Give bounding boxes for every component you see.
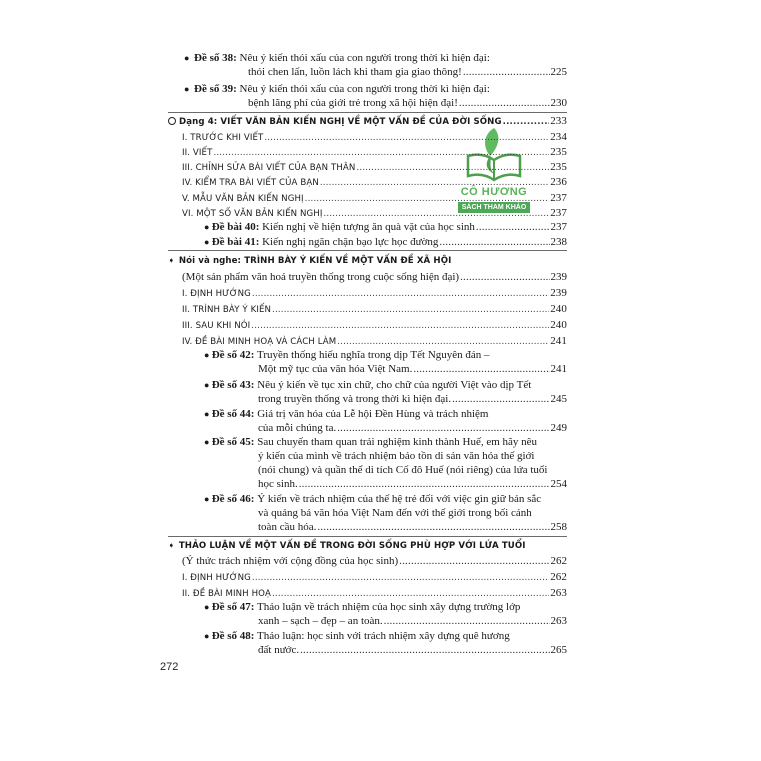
section-dang-4	[168, 114, 567, 129]
dot-leader	[323, 207, 549, 221]
toc-entry	[182, 270, 567, 284]
page-ref: 234	[550, 131, 567, 143]
dot-leader	[337, 421, 549, 435]
toc-entry-42-cont	[258, 362, 567, 376]
dot-leader	[463, 65, 550, 79]
toc-entry-41	[204, 235, 567, 249]
toc-entry-46-cont	[258, 520, 567, 534]
dot-leader	[251, 319, 549, 333]
entry-text: IV. ĐỀ BÀI MINH HOẠ VÀ CÁCH LÀM	[182, 337, 337, 347]
section-title: TRÌNH BÀY Ý KIẾN VỀ MỘT VẤN ĐỀ XÃ HỘI	[244, 256, 452, 266]
toc-entry	[182, 586, 567, 601]
page-ref: 240	[550, 319, 567, 331]
dot-leader	[317, 520, 549, 534]
page-number: 272	[160, 661, 179, 673]
page-ref: 249	[550, 422, 567, 434]
entry-text: III. SAU KHI NÓI	[182, 321, 251, 331]
dot-leader	[264, 131, 549, 145]
page-ref: 263	[550, 615, 567, 627]
page-ref: 235	[550, 161, 567, 173]
page-ref: 238	[550, 236, 567, 248]
toc-entry-38-cont	[248, 65, 567, 79]
entry-text: Nêu ý kiến thói xấu của con người trong thời kì hiện đại:	[239, 52, 490, 64]
dot-leader	[356, 161, 549, 175]
toc-entry	[182, 206, 567, 221]
entry-text: (Ý thức trách nhiệm với cộng đồng của học sinh)	[182, 555, 399, 567]
bullet-icon: ●	[204, 494, 212, 504]
entry-label: Đề số 44:	[211, 408, 255, 420]
dot-leader	[272, 587, 549, 601]
page-ref: 230	[550, 97, 567, 109]
page-ref: 263	[550, 587, 567, 599]
page-ref: 236	[550, 176, 567, 188]
dot-leader	[272, 303, 549, 317]
toc-entry-47-cont	[258, 614, 567, 628]
bullet-icon: ●	[204, 409, 212, 419]
entry-text: bệnh lãng phí của giới trẻ trong xã hội hiện đại!	[248, 97, 458, 109]
dot-leader	[252, 287, 549, 301]
divider	[168, 112, 567, 113]
entry-text: Một mỹ tục của văn hóa Việt Nam.	[258, 363, 413, 375]
entry-label: Đề số 45:	[211, 436, 255, 448]
page-ref: 237	[550, 207, 567, 219]
entry-text: II. VIẾT	[182, 148, 213, 158]
toc-entry-47	[204, 600, 520, 614]
bullet-icon: ●	[204, 631, 212, 641]
entry-text: của mỗi chúng ta.	[258, 422, 337, 434]
entry-text: Ý kiến về trách nhiệm của thế hệ trẻ đối với việc gìn giữ bản sắc	[257, 493, 542, 505]
dot-leader	[252, 571, 549, 585]
section-title: THẢO LUẬN VỀ MỘT VẤN ĐỀ TRONG ĐỜI SỐNG PHÙ HỢP VỚI LỨA TUỔI	[178, 541, 526, 551]
toc-entry-45-cont	[258, 463, 547, 477]
entry-text: ý kiến của mình về trách nhiệm bảo tồn di sản văn hóa thế giới	[258, 450, 535, 462]
toc-entry	[182, 145, 567, 160]
toc-entry-40	[204, 220, 567, 234]
toc-entry-39-cont	[248, 96, 567, 110]
entry-text: Kiến nghị ngăn chặn bạo lực học đường	[262, 236, 439, 248]
toc-entry-43	[204, 378, 531, 392]
bullet-icon: ●	[204, 237, 212, 247]
dot-leader	[476, 220, 550, 234]
logo-tagline: SÁCH THAM KHẢO	[458, 202, 530, 213]
entry-text: thói chen lấn, luồn lách khi tham gia giao thông!	[248, 66, 462, 78]
entry-text: Kiến nghị về hiện tượng ăn quà vặt của học sinh	[262, 221, 475, 233]
logo-name: CÔ HƯƠNG	[460, 186, 528, 198]
toc-entry-42	[204, 348, 490, 362]
toc-entry-44-cont	[258, 421, 567, 435]
entry-text: III. CHỈNH SỬA BÀI VIẾT CỦA BẠN THÂN	[182, 163, 356, 173]
toc-entry-38	[184, 51, 567, 65]
entry-text: I. ĐỊNH HƯỚNG	[182, 573, 251, 583]
entry-text: trong truyền thống và trong thời kì hiện đại.	[258, 393, 452, 405]
bullet-icon: ●	[184, 53, 190, 63]
dot-leader	[299, 477, 550, 491]
bullet-icon: ●	[204, 380, 212, 390]
entry-label: Đề bài 41:	[211, 236, 260, 248]
entry-text: đất nước.	[258, 644, 300, 656]
dot-leader	[213, 146, 549, 160]
toc-entry	[182, 318, 567, 333]
dot-leader	[439, 235, 549, 249]
entry-text: Thảo luận: học sinh với trách nhiệm xây dựng quê hương	[257, 630, 510, 642]
bullet-icon: ●	[204, 350, 212, 360]
page-ref: 262	[550, 571, 567, 583]
entry-text: Nêu ý kiến thói xấu của con người trong thời kì hiện đại:	[239, 83, 490, 95]
page-ref: 240	[550, 303, 567, 315]
toc-entry-48-cont	[258, 643, 567, 657]
circle-bullet-icon	[168, 117, 176, 125]
entry-text: II. TRÌNH BÀY Ý KIẾN	[182, 305, 272, 315]
toc-entry	[182, 554, 567, 568]
section-thao-luan	[168, 539, 526, 553]
bullet-icon: ●	[184, 84, 190, 94]
entry-text: II. ĐỀ BÀI MINH HOẠ	[182, 589, 271, 599]
entry-label: Đề số 47:	[211, 601, 255, 613]
toc-entry-48	[204, 629, 510, 643]
page-ref: 241	[550, 335, 567, 347]
dot-leader	[413, 362, 549, 376]
page-ref: 235	[550, 146, 567, 158]
entry-label: Đề số 43:	[211, 379, 255, 391]
entry-label: Đề số 48:	[211, 630, 255, 642]
section-noi-va-nghe	[168, 254, 451, 268]
toc-entry-45-cont	[258, 449, 534, 463]
section-title: Dạng 4: VIẾT VĂN BẢN KIẾN NGHỊ VỀ MỘT VẤN ĐỀ CỦA ĐỜI SỐNG	[179, 117, 502, 127]
page-ref: 265	[550, 644, 567, 656]
divider	[168, 536, 567, 537]
dot-leader	[452, 392, 549, 406]
entry-text: Thảo luận về trách nhiệm của học sinh xây dựng trường lớp	[257, 601, 521, 613]
bullet-icon: ●	[204, 222, 212, 232]
toc-entry-43-cont	[258, 392, 567, 406]
entry-text: và quảng bá văn hóa Việt Nam đến với thế giới trong bối cảnh	[258, 507, 532, 519]
entry-label: Đề số 39:	[194, 83, 237, 95]
page-ref: 233	[550, 115, 567, 127]
entry-label: Đề bài 40:	[211, 221, 260, 233]
dot-leader	[300, 643, 549, 657]
entry-text: I. TRƯỚC KHI VIẾT	[182, 133, 264, 143]
entry-text: Sau chuyến tham quan trải nghiệm kinh thành Huế, em hãy nêu	[257, 436, 538, 448]
page-ref: 245	[550, 393, 567, 405]
divider	[168, 250, 567, 251]
entry-text: toàn cầu hóa.	[258, 521, 317, 533]
toc-entry-46-cont	[258, 506, 532, 520]
entry-text: học sinh.	[258, 478, 298, 490]
entry-text: VI. MỘT SỐ VĂN BẢN KIẾN NGHỊ	[182, 209, 323, 219]
entry-label: Đề số 46:	[211, 493, 255, 505]
page-ref: 237	[550, 192, 567, 204]
toc-entry-46	[204, 492, 541, 506]
toc-entry-45-cont	[258, 477, 567, 491]
bullet-icon: ●	[204, 437, 212, 447]
page-ref: 254	[550, 478, 567, 490]
page-ref: 262	[550, 555, 567, 567]
dot-leader	[337, 335, 549, 349]
double-arrow-icon: ➧	[168, 256, 175, 265]
entry-text: Giá trị văn hóa của Lễ hội Đền Hùng và trách nhiệm	[257, 408, 489, 420]
entry-text: xanh – sạch – đẹp – an toàn.	[258, 615, 383, 627]
entry-text: (nói chung) và quần thể di tích Cố đô Huế (nói riêng) của lứa tuổi	[258, 464, 548, 476]
toc-entry	[182, 160, 567, 175]
page-ref: 258	[550, 521, 567, 533]
toc-entry	[182, 286, 567, 301]
dot-leader	[399, 554, 549, 568]
dot-leader	[305, 192, 550, 206]
toc-entry-44	[204, 407, 488, 421]
toc-entry	[182, 570, 567, 585]
entry-text: Nêu ý kiến về tục xin chữ, cho chữ của người Việt vào dịp Tết	[257, 379, 532, 391]
toc-entry	[182, 302, 567, 317]
toc-entry	[182, 130, 567, 145]
double-arrow-icon: ➧	[168, 541, 175, 550]
toc-entry	[182, 334, 567, 349]
page-ref: 241	[550, 363, 567, 375]
entry-text: I. ĐỊNH HƯỚNG	[182, 289, 251, 299]
section-prefix: Nói và nghe:	[178, 256, 242, 266]
dot-leader	[320, 176, 549, 190]
bullet-icon: ●	[204, 602, 212, 612]
toc-entry-39	[184, 82, 567, 96]
toc-entry	[182, 175, 567, 190]
page-ref: 239	[550, 287, 567, 299]
toc-entry-45	[204, 435, 537, 449]
dot-leader	[459, 96, 550, 110]
entry-text: IV. KIỂM TRA BÀI VIẾT CỦA BẠN	[182, 178, 319, 188]
toc-entry	[182, 191, 567, 206]
entry-text: Truyền thống hiếu nghĩa trong dịp Tết Nguyên đán –	[257, 349, 490, 361]
entry-label: Đề số 38:	[194, 52, 237, 64]
dot-leader	[460, 270, 549, 284]
page-ref: 237	[550, 221, 567, 233]
page-ref: 239	[550, 271, 567, 283]
dot-leader	[384, 614, 550, 628]
entry-text: V. MẪU VĂN BẢN KIẾN NGHỊ	[182, 194, 304, 204]
dot-leader	[503, 115, 550, 129]
page-ref: 225	[550, 66, 567, 78]
entry-text: (Một sản phẩm văn hoá truyền thống trong cuộc sống hiện đại)	[182, 271, 460, 283]
entry-label: Đề số 42:	[211, 349, 255, 361]
